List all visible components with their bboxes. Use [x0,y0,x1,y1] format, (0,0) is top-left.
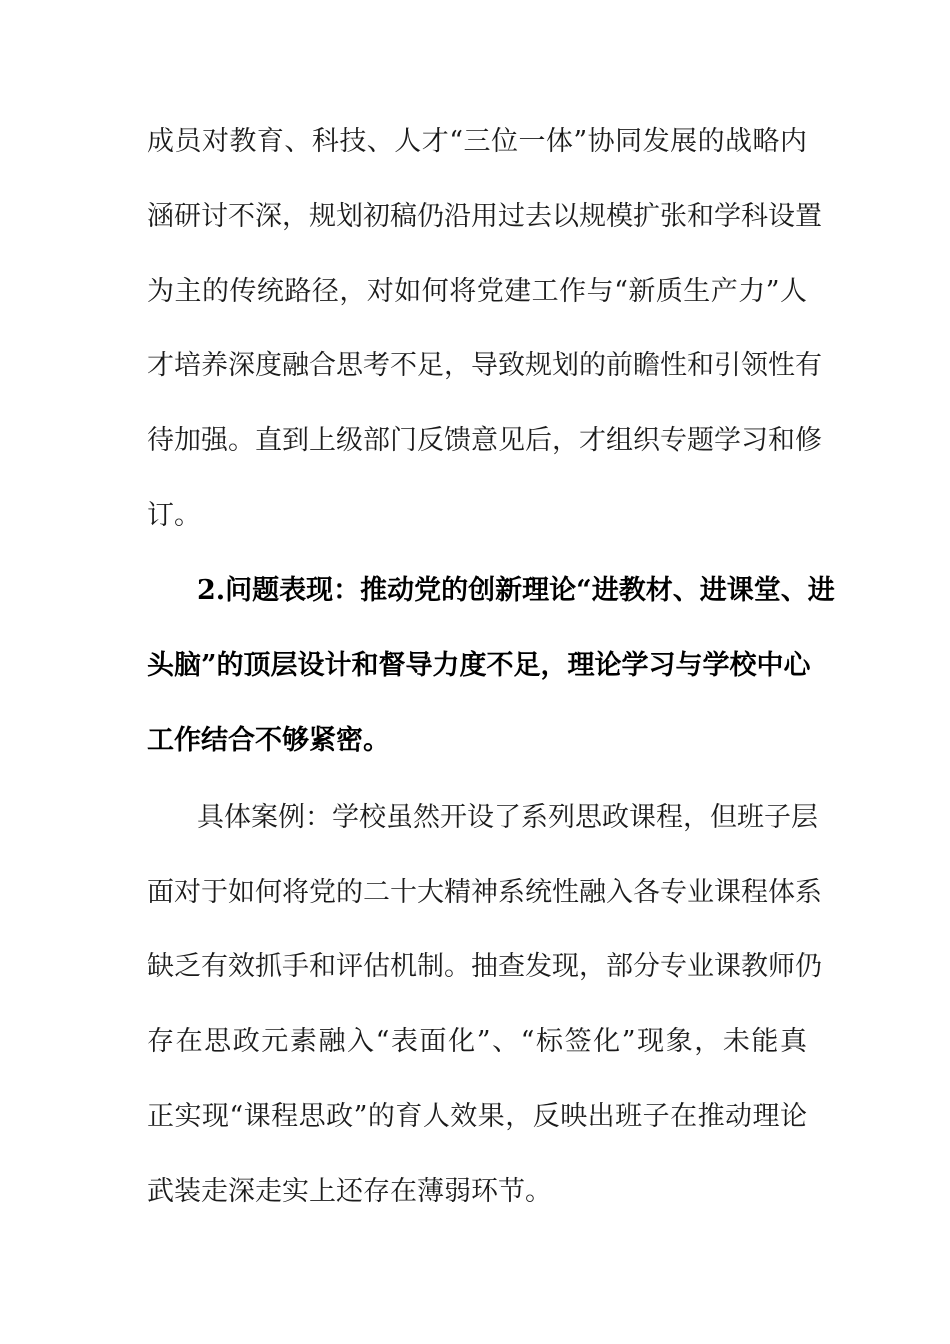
section-heading-line: 工作结合不够紧密。 [147,725,390,756]
paragraph-line: 面对于如何将党的二十大精神系统性融入各专业课程体系 [147,877,822,908]
paragraph-line: 为主的传统路径，对如何将党建工作与“新质生产力”人 [147,276,807,307]
paragraph-line: 待加强。直到上级部门反馈意见后，才组织专题学习和修 [147,425,822,456]
paragraph-line: 正实现“课程思政”的育人效果，反映出班子在推动理论 [147,1101,807,1132]
paragraph-line: 订。 [147,500,201,531]
section-heading-line: 2.问题表现：推动党的创新理论“进教材、进课堂、进 [197,575,835,606]
paragraph-line: 涵研讨不深，规划初稿仍沿用过去以规模扩张和学科设置 [147,201,822,232]
paragraph-line: 存在思政元素融入“表面化”、“标签化”现象，未能真 [147,1026,807,1057]
section-heading-line: 头脑”的顶层设计和督导力度不足，理论学习与学校中心 [147,650,811,681]
paragraph-line: 具体案例：学校虽然开设了系列思政课程，但班子层 [197,802,818,833]
paragraph-line: 武装走深走实上还存在薄弱环节。 [147,1176,552,1207]
paragraph-line: 才培养深度融合思考不足，导致规划的前瞻性和引领性有 [147,350,822,381]
paragraph-line: 成员对教育、科技、人才“三位一体”协同发展的战略内 [147,126,807,157]
paragraph-line: 缺乏有效抓手和评估机制。抽查发现，部分专业课教师仍 [147,951,822,982]
